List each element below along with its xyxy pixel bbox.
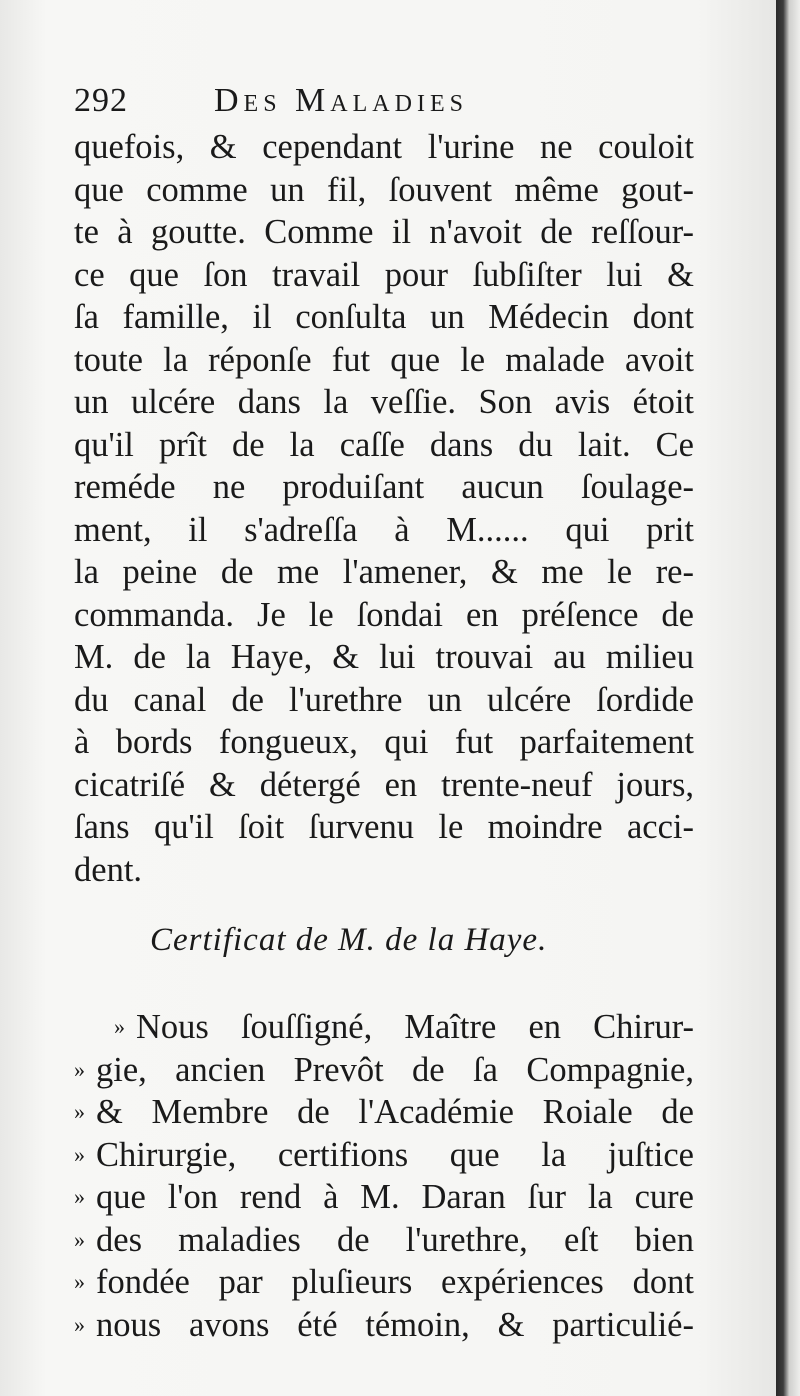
quote-line [74, 1261, 694, 1304]
text-line: ment, il s'adreſſa à M...... qui prit [74, 510, 694, 549]
quote-mark: » [74, 1099, 85, 1124]
quote-text: Chirurgie, certifions que la juſtice [96, 1135, 694, 1174]
quote-line [74, 1304, 694, 1347]
text-line: à bords fongueux, qui fut parfaitement [74, 723, 694, 761]
quote-line [74, 1091, 694, 1134]
text-line: commanda. Je le ſondai en préſence de [74, 595, 694, 634]
quote-mark: » [74, 1311, 85, 1337]
quote-line [74, 1049, 694, 1092]
quote-text: fondée par pluſieurs expériences dont [96, 1263, 694, 1301]
text-line: reméde ne produiſant aucun ſoulage- [74, 468, 694, 506]
text-line: te à goutte. Comme il n'avoit de reſſour- [74, 213, 694, 251]
quote-mark: » [74, 1056, 85, 1082]
quote-line [74, 1006, 694, 1049]
page-gutter-edge [776, 0, 800, 1396]
quote-text: des maladies de l'urethre, eſt bien [96, 1220, 694, 1259]
text-line: M. de la Haye, & lui trouvai au milieu [74, 638, 694, 676]
quote-mark: » [74, 1226, 85, 1252]
text-line: quefois, & cependant l'urine ne couloit [74, 128, 694, 166]
text-line: ſans qu'il ſoit ſurvenu le moindre acci- [74, 808, 694, 846]
quote-mark: » [114, 1014, 125, 1039]
quote-text: que l'on rend à M. Daran ſur la cure [96, 1178, 694, 1216]
quote-text: & Membre de l'Académie Roiale de [96, 1093, 694, 1131]
main-text [74, 82, 694, 891]
quote-text: nous avons été témoin, & particulié- [96, 1305, 694, 1344]
quote-line [74, 1219, 694, 1262]
quote-mark: » [74, 1184, 85, 1209]
quote-mark: » [74, 1269, 85, 1294]
text-line: qu'il prît de la caſſe dans du lait. Ce [74, 425, 694, 464]
quote-line [74, 1176, 694, 1219]
text-line: toute la réponſe fut que le malade avoit [74, 340, 694, 379]
quote-text: gie, ancien Prevôt de ſa Compagnie, [96, 1050, 694, 1089]
page-number: 292 [74, 82, 128, 119]
running-head: Des Maladies [214, 82, 468, 119]
text-line: ſa famille, il conſulta un Médecin dont [74, 298, 694, 336]
certificate-heading: Certificat de M. de la Haye. [150, 922, 548, 958]
text-line: cicatriſé & détergé en trente-neuf jours, [74, 765, 694, 804]
text-line: dent. [74, 850, 143, 889]
body-paragraph [74, 126, 694, 891]
certificate-quote [74, 1006, 694, 1346]
quote-text: Nous ſouſſigné, Maître en Chirur- [136, 1008, 694, 1046]
quote-mark: » [74, 1141, 85, 1167]
page-header [74, 82, 694, 126]
text-line: un ulcére dans la veſſie. Son avis étoit [74, 383, 694, 421]
text-line: la peine de me l'amener, & me le re- [74, 553, 694, 591]
text-line: ce que ſon travail pour ſubſiſter lui & [74, 255, 694, 294]
text-line: du canal de l'urethre un ulcére ſordide [74, 680, 694, 719]
text-line: que comme un fil, ſouvent même gout- [74, 170, 694, 209]
quote-line [74, 1134, 694, 1177]
